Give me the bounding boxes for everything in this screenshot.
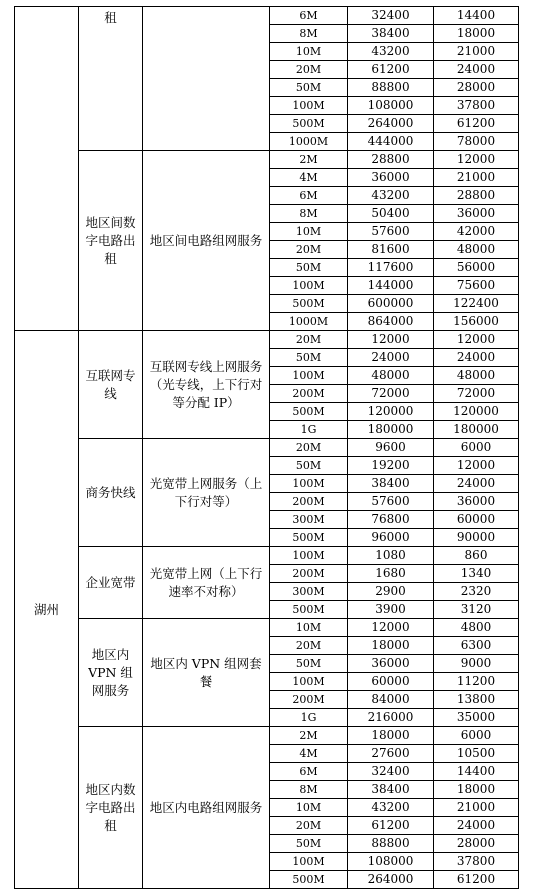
bandwidth-cell: 50M [270,259,348,277]
discount-price-cell: 9000 [434,655,519,673]
bandwidth-cell: 20M [270,439,348,457]
bandwidth-cell: 200M [270,691,348,709]
discount-price-cell: 90000 [434,529,519,547]
bandwidth-cell: 100M [270,475,348,493]
price-cell: 81600 [348,241,434,259]
discount-price-cell: 42000 [434,223,519,241]
discount-price-cell: 56000 [434,259,519,277]
service-cell: 地区内 VPN 组网套餐 [143,619,270,727]
discount-price-cell: 21000 [434,169,519,187]
price-cell: 18000 [348,637,434,655]
bandwidth-cell: 1G [270,421,348,439]
bandwidth-cell: 4M [270,745,348,763]
discount-price-cell: 14400 [434,763,519,781]
price-cell: 108000 [348,853,434,871]
bandwidth-cell: 10M [270,223,348,241]
bandwidth-cell: 100M [270,97,348,115]
bandwidth-cell: 20M [270,331,348,349]
bandwidth-cell: 50M [270,349,348,367]
price-cell: 117600 [348,259,434,277]
discount-price-cell: 24000 [434,61,519,79]
discount-price-cell: 156000 [434,313,519,331]
price-cell: 28800 [348,151,434,169]
discount-price-cell: 37800 [434,97,519,115]
discount-price-cell: 11200 [434,673,519,691]
bandwidth-cell: 500M [270,403,348,421]
bandwidth-cell: 50M [270,835,348,853]
discount-price-cell: 60000 [434,511,519,529]
price-cell: 1680 [348,565,434,583]
category-cell: 地区内数字电路出租 [79,727,143,889]
discount-price-cell: 24000 [434,349,519,367]
category-cell: 商务快线 [79,439,143,547]
price-cell: 88800 [348,835,434,853]
price-cell: 864000 [348,313,434,331]
discount-price-cell: 12000 [434,457,519,475]
service-cell: 地区内电路组网服务 [143,727,270,889]
price-cell: 57600 [348,493,434,511]
discount-price-cell: 6000 [434,727,519,745]
discount-price-cell: 24000 [434,475,519,493]
discount-price-cell: 28000 [434,79,519,97]
discount-price-cell: 180000 [434,421,519,439]
price-cell: 50400 [348,205,434,223]
bandwidth-cell: 10M [270,43,348,61]
discount-price-cell: 21000 [434,43,519,61]
price-cell: 120000 [348,403,434,421]
price-cell: 24000 [348,349,434,367]
bandwidth-cell: 50M [270,655,348,673]
category-cell: 地区间数字电路出租 [79,151,143,331]
price-cell: 264000 [348,871,434,889]
bandwidth-cell: 8M [270,25,348,43]
price-cell: 12000 [348,331,434,349]
discount-price-cell: 1340 [434,565,519,583]
price-cell: 3900 [348,601,434,619]
price-cell: 43200 [348,43,434,61]
discount-price-cell: 78000 [434,133,519,151]
price-cell: 61200 [348,817,434,835]
price-cell: 43200 [348,799,434,817]
discount-price-cell: 2320 [434,583,519,601]
discount-price-cell: 72000 [434,385,519,403]
discount-price-cell: 13800 [434,691,519,709]
discount-price-cell: 122400 [434,295,519,313]
discount-price-cell: 12000 [434,151,519,169]
price-cell: 38400 [348,475,434,493]
region-cell-blank [15,7,79,331]
price-cell: 38400 [348,25,434,43]
discount-price-cell: 4800 [434,619,519,637]
price-table [14,6,519,889]
table-row [15,547,519,565]
price-cell: 18000 [348,727,434,745]
bandwidth-cell: 4M [270,169,348,187]
price-cell: 2900 [348,583,434,601]
service-cell-blank [143,7,270,151]
bandwidth-cell: 20M [270,241,348,259]
bandwidth-cell: 100M [270,277,348,295]
bandwidth-cell: 200M [270,493,348,511]
bandwidth-cell: 10M [270,799,348,817]
table-row [15,331,519,349]
price-cell: 216000 [348,709,434,727]
discount-price-cell: 37800 [434,853,519,871]
bandwidth-cell: 1G [270,709,348,727]
price-cell: 180000 [348,421,434,439]
discount-price-cell: 18000 [434,781,519,799]
service-cell: 互联网专线上网服务（光专线，上下行对等分配 IP） [143,331,270,439]
category-cell: 企业宽带 [79,547,143,619]
bandwidth-cell: 300M [270,583,348,601]
price-cell: 36000 [348,169,434,187]
bandwidth-cell: 100M [270,673,348,691]
bandwidth-cell: 200M [270,565,348,583]
price-cell: 27600 [348,745,434,763]
discount-price-cell: 120000 [434,403,519,421]
table-row [15,7,519,25]
price-cell: 1080 [348,547,434,565]
price-cell: 12000 [348,619,434,637]
table-row [15,727,519,745]
discount-price-cell: 18000 [434,25,519,43]
bandwidth-cell: 8M [270,205,348,223]
discount-price-cell: 10500 [434,745,519,763]
discount-price-cell: 35000 [434,709,519,727]
discount-price-cell: 61200 [434,115,519,133]
price-cell: 32400 [348,7,434,25]
bandwidth-cell: 2M [270,151,348,169]
category-cell: 互联网专线 [79,331,143,439]
bandwidth-cell: 6M [270,7,348,25]
price-table-body [15,7,519,889]
bandwidth-cell: 500M [270,871,348,889]
price-cell: 88800 [348,79,434,97]
discount-price-cell: 36000 [434,205,519,223]
bandwidth-cell: 500M [270,529,348,547]
price-cell: 36000 [348,655,434,673]
price-cell: 76800 [348,511,434,529]
discount-price-cell: 860 [434,547,519,565]
price-cell: 19200 [348,457,434,475]
price-cell: 600000 [348,295,434,313]
table-row [15,619,519,637]
bandwidth-cell: 8M [270,781,348,799]
service-cell: 地区间电路组网服务 [143,151,270,331]
table-row [15,439,519,457]
bandwidth-cell: 100M [270,547,348,565]
price-cell: 444000 [348,133,434,151]
price-cell: 108000 [348,97,434,115]
bandwidth-cell: 200M [270,385,348,403]
discount-price-cell: 14400 [434,7,519,25]
price-cell: 61200 [348,61,434,79]
discount-price-cell: 75600 [434,277,519,295]
price-cell: 38400 [348,781,434,799]
discount-price-cell: 28000 [434,835,519,853]
region-cell: 湖州 [15,331,79,889]
bandwidth-cell: 500M [270,601,348,619]
bandwidth-cell: 6M [270,187,348,205]
bandwidth-cell: 10M [270,619,348,637]
price-cell: 264000 [348,115,434,133]
bandwidth-cell: 2M [270,727,348,745]
price-cell: 48000 [348,367,434,385]
bandwidth-cell: 500M [270,295,348,313]
service-cell: 光宽带上网（上下行速率不对称） [143,547,270,619]
discount-price-cell: 6000 [434,439,519,457]
price-cell: 144000 [348,277,434,295]
category-cell: 租 [79,7,143,151]
bandwidth-cell: 6M [270,763,348,781]
price-cell: 84000 [348,691,434,709]
table-row [15,151,519,169]
price-cell: 57600 [348,223,434,241]
bandwidth-cell: 20M [270,637,348,655]
bandwidth-cell: 20M [270,61,348,79]
discount-price-cell: 36000 [434,493,519,511]
price-cell: 9600 [348,439,434,457]
bandwidth-cell: 1000M [270,313,348,331]
discount-price-cell: 48000 [434,367,519,385]
category-cell: 地区内 VPN 组网服务 [79,619,143,727]
price-cell: 72000 [348,385,434,403]
bandwidth-cell: 500M [270,115,348,133]
discount-price-cell: 12000 [434,331,519,349]
discount-price-cell: 48000 [434,241,519,259]
discount-price-cell: 24000 [434,817,519,835]
price-cell: 60000 [348,673,434,691]
bandwidth-cell: 100M [270,853,348,871]
discount-price-cell: 6300 [434,637,519,655]
price-cell: 96000 [348,529,434,547]
bandwidth-cell: 100M [270,367,348,385]
price-cell: 43200 [348,187,434,205]
discount-price-cell: 61200 [434,871,519,889]
bandwidth-cell: 50M [270,79,348,97]
bandwidth-cell: 300M [270,511,348,529]
discount-price-cell: 28800 [434,187,519,205]
bandwidth-cell: 50M [270,457,348,475]
bandwidth-cell: 20M [270,817,348,835]
discount-price-cell: 3120 [434,601,519,619]
bandwidth-cell: 1000M [270,133,348,151]
discount-price-cell: 21000 [434,799,519,817]
price-cell: 32400 [348,763,434,781]
service-cell: 光宽带上网服务（上下行对等） [143,439,270,547]
